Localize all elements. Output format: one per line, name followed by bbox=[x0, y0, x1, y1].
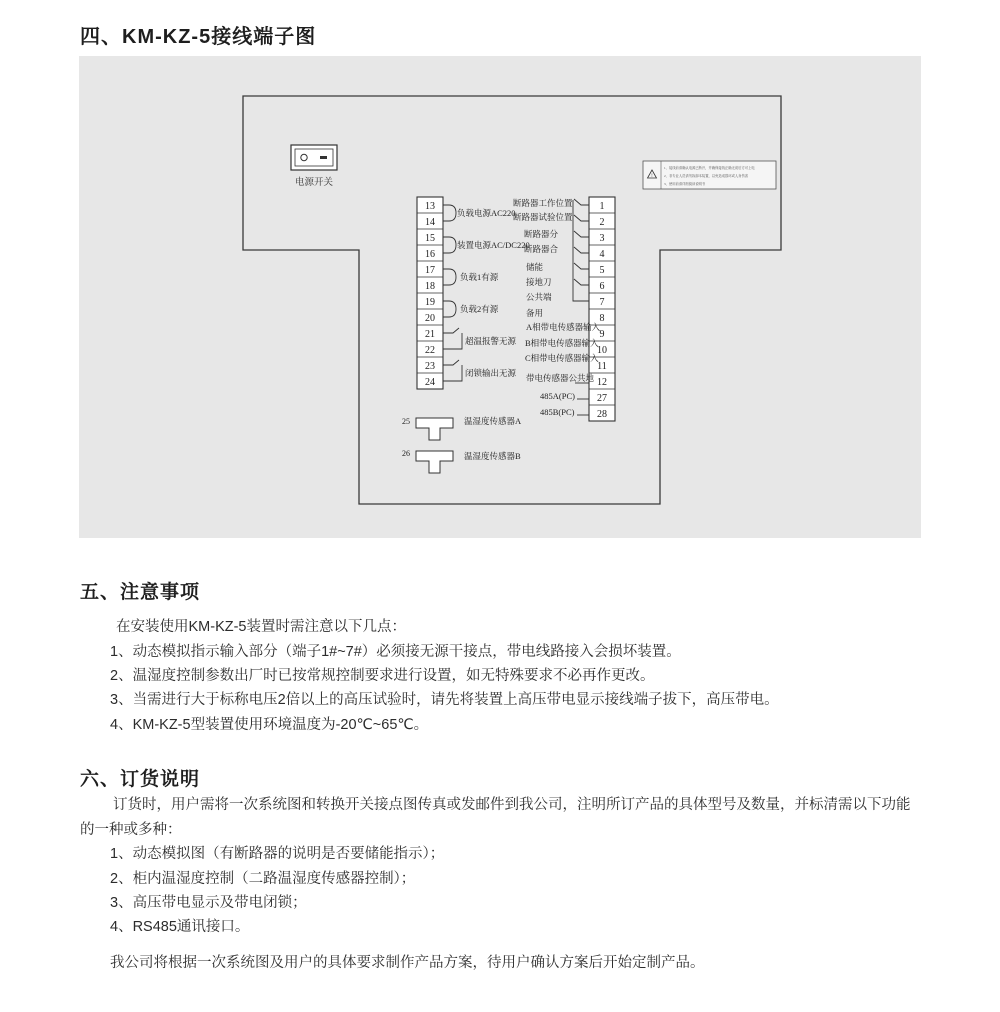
terminal-10: 10 bbox=[597, 345, 607, 356]
terminal-16: 16 bbox=[425, 249, 435, 260]
terminal-11: 11 bbox=[597, 361, 607, 372]
terminal-5: 5 bbox=[599, 265, 605, 276]
right-label-7: 公共端 bbox=[526, 292, 552, 302]
terminal-6: 6 bbox=[599, 281, 605, 292]
sensor-b-number: 26 bbox=[402, 449, 410, 458]
right-label-4: 断路器合 bbox=[524, 244, 559, 254]
section5-title: 五、注意事项 bbox=[80, 582, 201, 603]
right-label-3: 断路器分 bbox=[524, 229, 559, 239]
section5-item-2: 2、温湿度控制参数出厂时已按常规控制要求进行设置，如无特殊要求不必再作更改。 bbox=[110, 668, 655, 684]
terminal-14: 14 bbox=[425, 217, 435, 228]
section6-item-2: 2、柜内温湿度控制（二路温湿度传感器控制）； bbox=[110, 871, 416, 887]
right-label-1: 断路器工作位置 bbox=[513, 198, 573, 208]
section5-item-1: 1、动态模拟指示输入部分（端子1#~7#）必须接无源干接点，带电线路接入会损坏装置。 bbox=[110, 644, 681, 660]
section6-item-4: 4、RS485通讯接口。 bbox=[110, 919, 250, 935]
right-label-12: 带电传感器公共地 bbox=[526, 373, 595, 383]
right-label-27: 485A(PC) bbox=[540, 391, 575, 401]
terminal-12: 12 bbox=[597, 377, 607, 388]
right-label-11: C相带电传感器输入 bbox=[525, 353, 599, 363]
section5-item-4: 4、KM-KZ-5型装置使用环境温度为-20℃~65℃。 bbox=[110, 717, 429, 733]
left-label-21-22: 超温报警无源 bbox=[465, 336, 517, 346]
section6-item-1: 1、动态模拟图（有断路器的说明是否要储能指示）； bbox=[110, 846, 445, 862]
sensor-a-number: 25 bbox=[402, 417, 410, 426]
terminal-4: 4 bbox=[599, 249, 605, 260]
sensor-a-connector bbox=[416, 418, 453, 440]
terminal-22: 22 bbox=[425, 345, 435, 356]
section4-title: 四、KM-KZ-5接线端子图 bbox=[80, 26, 317, 48]
right-label-5: 储能 bbox=[526, 262, 544, 272]
terminal-18: 18 bbox=[425, 281, 435, 292]
section6-intro: 订货时，用户需将一次系统图和转换开关接点图传真或发邮件到我公司，注明所订产品的具体型号及数量，并标清需以下功能的一种或多种： bbox=[80, 797, 911, 838]
terminal-28: 28 bbox=[597, 409, 607, 420]
right-label-9: A相带电传感器输入 bbox=[526, 322, 601, 332]
section5-intro: 在安装使用KM-KZ-5装置时需注意以下几点： bbox=[116, 619, 406, 635]
section5-item-3: 3、当需进行大于标称电压2倍以上的高压试验时，请先将装置上高压带电显示接线端子拔下，高压带电。 bbox=[110, 692, 779, 708]
terminal-8: 8 bbox=[599, 313, 605, 324]
section6-title: 六、订货说明 bbox=[80, 769, 201, 790]
terminal-17: 17 bbox=[425, 265, 435, 276]
terminal-27: 27 bbox=[597, 393, 607, 404]
terminal-13: 13 bbox=[425, 201, 435, 212]
terminal-15: 15 bbox=[425, 233, 435, 244]
left-label-13-14: 负载电源AC220 bbox=[457, 208, 516, 218]
terminal-19: 19 bbox=[425, 297, 435, 308]
right-terminal-block bbox=[589, 197, 615, 421]
sensor-b-label: 温湿度传感器B bbox=[464, 451, 521, 461]
left-terminal-block bbox=[417, 197, 443, 389]
left-connectors bbox=[443, 205, 462, 381]
terminal-23: 23 bbox=[425, 361, 435, 372]
right-label-6: 接地刀 bbox=[526, 277, 552, 287]
terminal-9: 9 bbox=[599, 329, 605, 340]
wiring-diagram-panel bbox=[79, 56, 921, 538]
right-label-8: 备用 bbox=[526, 308, 544, 318]
right-label-28: 485B(PC) bbox=[540, 407, 575, 417]
wiring-diagram bbox=[79, 56, 921, 538]
left-label-15-16: 装置电源AC/DC220 bbox=[457, 240, 530, 250]
section6-item-3: 3、高压带电显示及带电闭锁； bbox=[110, 895, 307, 911]
right-label-2: 断路器试验位置 bbox=[513, 212, 573, 222]
right-label-10: B相带电传感器输入 bbox=[525, 338, 599, 348]
terminal-7: 7 bbox=[599, 297, 605, 308]
svg-text:!: ! bbox=[651, 174, 653, 179]
terminal-3: 3 bbox=[599, 233, 605, 244]
terminal-2: 2 bbox=[599, 217, 605, 228]
terminal-1: 1 bbox=[599, 201, 605, 212]
terminal-24: 24 bbox=[425, 377, 435, 388]
warning-line-1: 1、接线前请确认电源已断开，并确保接线正确无误后方可上电 bbox=[664, 166, 755, 170]
warning-line-3: 3、使用前请详细阅读说明书 bbox=[664, 182, 706, 186]
sensor-b-connector bbox=[416, 451, 453, 473]
left-label-19-20: 负载2有源 bbox=[460, 304, 499, 314]
sensor-a-label: 温湿度传感器A bbox=[464, 416, 522, 426]
warning-label bbox=[643, 161, 776, 189]
section6-closing: 我公司将根据一次系统图及用户的具体要求制作产品方案，待用户确认方案后开始定制产品。 bbox=[110, 955, 705, 971]
terminal-21: 21 bbox=[425, 329, 435, 340]
power-switch bbox=[291, 145, 337, 170]
terminal-20: 20 bbox=[425, 313, 435, 324]
power-switch-label: 电源开关 bbox=[294, 178, 334, 188]
left-label-23-24: 闭锁输出无源 bbox=[465, 368, 517, 378]
warning-line-2: 2、非专业人员请勿拆卸本装置，以免造成损坏或人身伤害 bbox=[664, 174, 749, 178]
left-label-17-18: 负载1有源 bbox=[460, 272, 499, 282]
